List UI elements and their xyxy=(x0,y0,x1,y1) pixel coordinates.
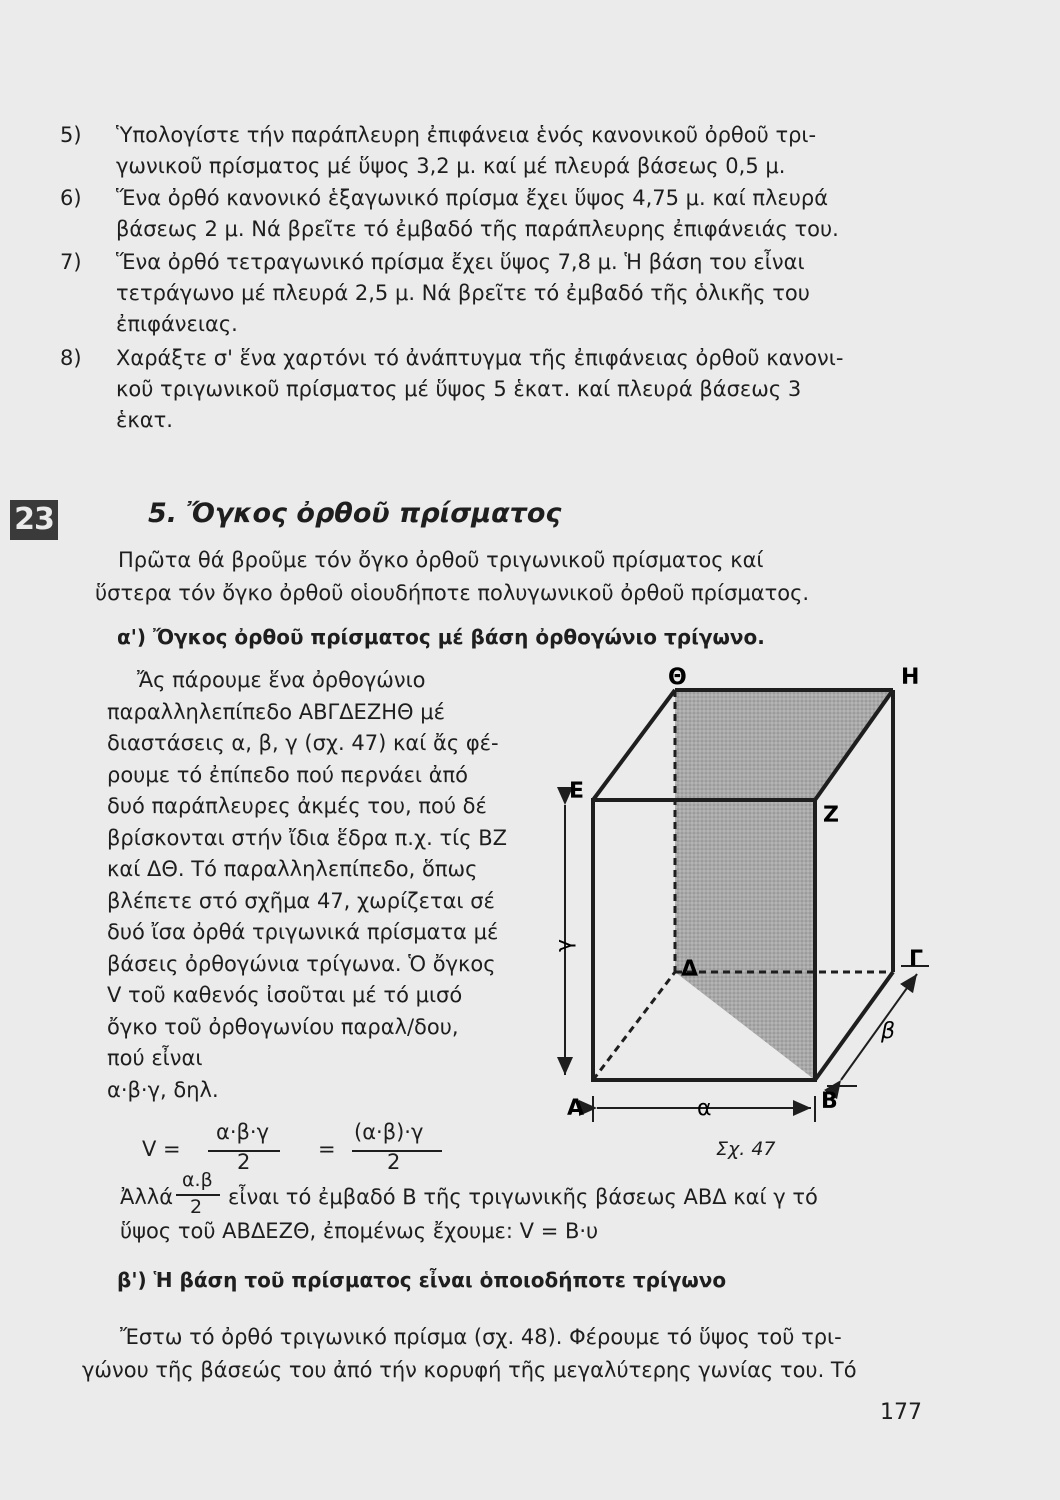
subsection-b-title: β') Ἡ βάση τοῦ πρίσματος εἶναι ὁποιοδήποτε τρίγωνο xyxy=(117,1268,727,1292)
exercise-line: τετράγωνο μέ πλευρά 2,5 μ. Νά βρεῖτε τό ἐμβαδό τῆς ὁλικῆς του xyxy=(116,281,810,305)
label-epsilon: Ε xyxy=(569,779,585,804)
intro-line: Πρῶτα θά βροῦμε τόν ὄγκο ὀρθοῦ τριγωνικοῦ πρίσματος καί xyxy=(118,548,764,572)
column-line: V τοῦ καθενός ἰσοῦται μέ τό μισό xyxy=(107,983,463,1007)
section-badge: 23 xyxy=(10,500,58,540)
label-alpha: Α xyxy=(567,1096,585,1121)
label-delta: Δ xyxy=(681,957,699,982)
exercise-line: Ἕνα ὀρθό κανονικό ἑξαγωνικό πρίσμα ἔχει ὕψος 4,75 μ. καί πλευρά xyxy=(116,186,829,210)
line-suffix: εἶναι τό ἐμβαδό Β τῆς τριγωνικῆς βάσεως ΑΒΔ καί γ τό xyxy=(228,1185,818,1209)
exercise-line: Χαράξτε σ' ἕνα χαρτόνι τό ἀνάπτυγμα τῆς ἐπιφάνειας ὀρθοῦ κανονι- xyxy=(116,346,844,370)
label-beta: Β xyxy=(821,1089,838,1114)
exercise-line: βάσεως 2 μ. Νά βρεῖτε τό ἐμβαδό τῆς παράπλευρης ἐπιφάνειάς του. xyxy=(116,217,839,241)
column-line: ὄγκο τοῦ ὀρθογωνίου παραλ/δου, xyxy=(107,1014,459,1039)
formula-numerator-1: α·β·γ xyxy=(216,1120,270,1144)
inline-fraction-denominator: 2 xyxy=(190,1196,203,1218)
body-line: ὕψος τοῦ ΑΒΔΕΖΘ, ἐπομένως ἔχουμε: V = Β·υ xyxy=(120,1219,599,1243)
exercise-line: κοῦ τριγωνικοῦ πρίσματος μέ ὕψος 5 ἑκατ. καί πλευρά βάσεως 3 xyxy=(116,377,802,401)
label-eta: Η xyxy=(901,665,920,690)
exercise-5 xyxy=(60,120,920,182)
exercise-line: Ἕνα ὀρθό τετραγωνικό πρίσμα ἔχει ὕψος 7,8 μ. Ἡ βάση του εἶναι xyxy=(116,250,805,274)
edge-epsilon-theta xyxy=(593,690,675,800)
exercise-line: ἑκατ. xyxy=(116,408,173,432)
hidden-edge-alpha-delta xyxy=(593,972,675,1080)
exercise-line: γωνικοῦ πρίσματος μέ ὕψος 3,2 μ. καί μέ πλευρά βάσεως 0,5 μ. xyxy=(116,154,786,178)
formula-denominator-1: 2 xyxy=(237,1150,251,1174)
closing-line: γώνου τῆς βάσεώς του ἀπό τήν κορυφή τῆς μεγαλύτερης γωνίας του. Τό xyxy=(82,1358,857,1382)
exercise-number: 5) xyxy=(60,123,82,147)
exercise-7 xyxy=(60,247,920,340)
label-gamma: Γ xyxy=(909,947,924,972)
line-prefix: Ἀλλά xyxy=(120,1185,174,1209)
formula-lhs: V = xyxy=(142,1137,181,1161)
exercise-number: 7) xyxy=(60,250,82,274)
dimension-label-gamma: γ xyxy=(552,938,577,952)
exercise-line: Ὑπολογίστε τήν παράπλευρη ἐπιφάνεια ἑνός κανονικοῦ ὀρθοῦ τρι- xyxy=(116,123,817,147)
column-line: ρουμε τό ἐπίπεδο πού περνάει ἀπό xyxy=(107,762,469,787)
label-theta: Θ xyxy=(668,665,687,690)
column-line: βάσεις ὀρθογώνια τρίγωνα. Ὁ ὄγκος xyxy=(107,951,496,976)
body-column xyxy=(107,665,535,1106)
column-line: καί ΔΘ. Τό παραλληλεπίπεδο, ὅπως xyxy=(107,857,478,881)
formula-numerator-2: (α·β)·γ xyxy=(354,1120,424,1144)
column-line: Ἄς πάρουμε ἕνα ὀρθογώνιο xyxy=(137,668,426,692)
inline-fraction-numerator: α.β xyxy=(182,1169,213,1191)
exercise-6 xyxy=(60,183,920,245)
shaded-diagonal-plane xyxy=(675,690,896,1080)
page-number: 177 xyxy=(880,1400,922,1425)
column-line: δυό παράπλευρες ἀκμές του, πού δέ xyxy=(107,794,487,818)
closing-line: Ἔστω τό ὀρθό τριγωνικό πρίσμα (σχ. 48). Φέρουμε τό ὕψος τοῦ τρι- xyxy=(120,1325,842,1349)
column-line: δυό ἴσα ὀρθά τριγωνικά πρίσματα μέ xyxy=(107,920,499,944)
figure-caption: Σχ. 47 xyxy=(716,1138,776,1160)
column-line: α·β·γ, δηλ. xyxy=(107,1077,219,1102)
subsection-a-title: α') Ὄγκος ὀρθοῦ πρίσματος μέ βάση ὀρθογώνιο τρίγωνο. xyxy=(117,625,765,649)
column-line: βλέπετε στό σχῆμα 47, χωρίζεται σέ xyxy=(107,888,495,913)
dimension-label-beta: β xyxy=(881,1019,896,1044)
section-title: 5. Ὄγκος ὀρθοῦ πρίσματος xyxy=(148,498,562,529)
column-line: πού εἶναι xyxy=(107,1046,203,1070)
exercise-8 xyxy=(60,343,920,436)
dimension-label-alpha: α xyxy=(697,1096,712,1121)
exercise-number: 6) xyxy=(60,186,82,210)
label-zeta: Ζ xyxy=(823,803,839,828)
exercise-line: ἐπιφάνειας. xyxy=(116,312,238,336)
column-line: παραλληλεπίπεδο ΑΒΓΔΕΖΗΘ μέ xyxy=(107,699,445,724)
figure-47-prism xyxy=(545,660,945,1140)
formula-denominator-2: 2 xyxy=(387,1150,401,1174)
intro-line: ὕστερα τόν ὄγκο ὀρθοῦ οἱουδήποτε πολυγωνικοῦ ὀρθοῦ πρίσματος. xyxy=(95,581,810,605)
column-line: βρίσκονται στήν ἴδια ἕδρα π.χ. τίς ΒΖ xyxy=(107,825,508,850)
column-line: διαστάσεις α, β, γ (σχ. 47) καί ἄς φέ- xyxy=(107,731,499,755)
formula-equals: = xyxy=(318,1137,336,1161)
exercise-number: 8) xyxy=(60,346,82,370)
